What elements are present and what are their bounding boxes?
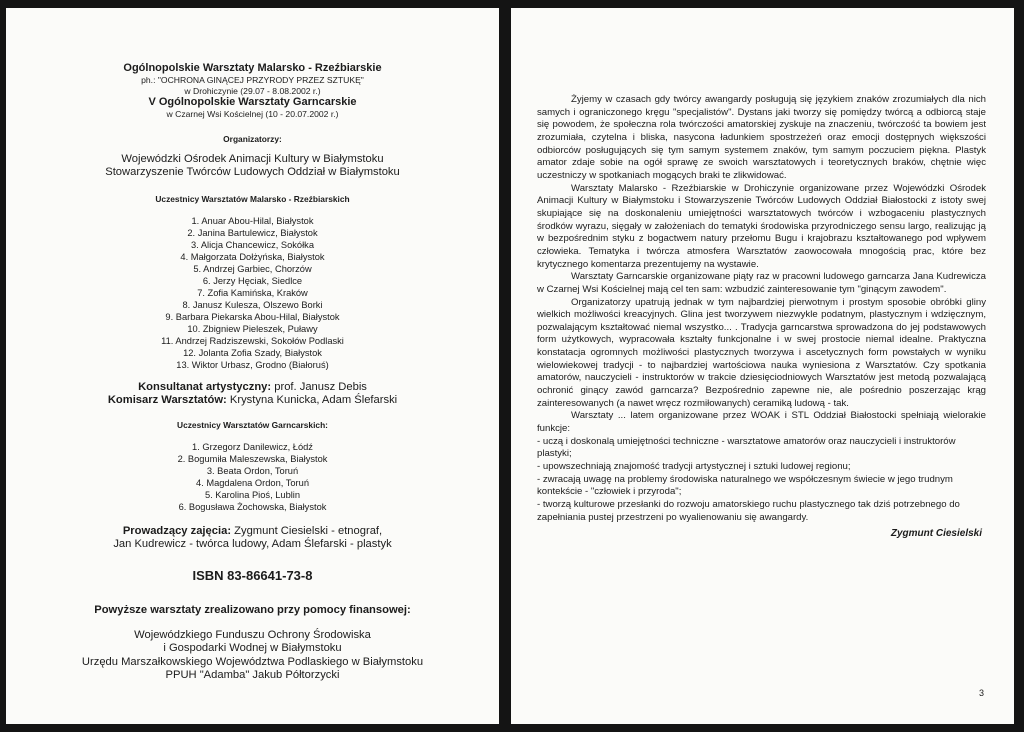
list-item: 3. Alicja Chancewicz, Sokółka xyxy=(191,239,314,250)
leaders-label: Prowadzący zajęcia: xyxy=(122,524,232,537)
list-item: 1. Grzegorz Danilewicz, Łódź xyxy=(192,441,313,452)
list-item: 1. Anuar Abou-Hilal, Białystok xyxy=(191,215,314,226)
list-item: 4. Magdalena Ordon, Toruń xyxy=(195,477,309,488)
list-item: 3. Beata Ordon, Toruń xyxy=(206,465,299,476)
funder-item: Wojewódzkiego Funduszu Ochrony Środowiska xyxy=(134,628,371,641)
commissioner-label: Komisarz Warsztatów: xyxy=(107,394,227,406)
consultant-label: Konsultanat artystyczny: xyxy=(138,380,272,393)
list-item: 2. Bogumiła Maleszewska, Białystok xyxy=(177,453,328,464)
workshop-place-pottery: w Czarnej Wsi Kościelnej (10 - 20.07.2002 r.) xyxy=(166,109,339,119)
function-item: - upowszechniają znajomość tradycji artystycznej i sztuki ludowej regionu; xyxy=(537,461,851,473)
workshop-title-pottery: V Ogólnopolskie Warsztaty Garncarskie xyxy=(148,96,357,108)
paragraph-functions: Warsztaty ... latem organizowane przez WOAK i STL Oddział Białostocki spełniają wielorakie funkcje: xyxy=(537,410,986,435)
list-item: 9. Barbara Piekarska Abou-Hilal, Białystok xyxy=(165,311,340,322)
organizers-label: Organizatorzy: xyxy=(223,133,282,144)
leaders-line xyxy=(22,525,483,539)
workshop-subtitle-painting: ph.: "OCHRONA GINĄCEJ PRZYRODY PRZEZ SZTUKĘ" xyxy=(141,75,364,85)
funders-list xyxy=(22,629,483,683)
paragraph-painting-workshop: Warsztaty Malarsko - Rzeźbiarskie w Drohiczynie organizowane przez Wojewódzki Ośrodek Animacji Kultury w Białymstoku i Stowarzyszenie Twórców Ludowych Oddział Białostocki z istoty swej skupiające się na doskonaleniu umiejętności warsztatowych twórców i wzbogaceniu plastycznych środków wyrazu, sięgały w założeniach do tematyki środowiska przyrodniczego sensu largo, realizując ją w bezpośrednim styku z bogactwem natury przełomu Bugu i krajobrazu kształtowanego pod wpływem człowieka. Tematyka i twórcza atmosfera Warsztatów zaowocowała mnogością prac, które bez krytycznego komentarza prezentujemy na wystawie. xyxy=(537,182,986,270)
list-item: 13. Wiktor Urbasz, Grodno (Białoruś) xyxy=(176,359,329,370)
left-page xyxy=(6,8,499,724)
function-item: - zwracają uwagę na problemy środowiska naturalnego we współczesnym świecie w jego trudnym kontekście - "człowiek i przyroda"; xyxy=(537,473,953,498)
leaders-line-2: Jan Kudrewicz - twórca ludowy, Adam Ślefarski - plastyk xyxy=(113,538,392,550)
paragraph-pottery-workshop: Warsztaty Garncarskie organizowane piąty raz w pracowni ludowego garncarza Jana Kudrewicza w Czarnej Wsi Kościelnej mają cel ten sam: wzbudzić zainteresowanie tym "ginącym zawodem". xyxy=(537,271,986,295)
organizers-list xyxy=(22,153,483,180)
potters-list xyxy=(22,441,483,513)
organizer-item: Wojewódzki Ośrodek Animacji Kultury w Białymstoku xyxy=(121,152,384,165)
funder-item: Urzędu Marszałkowskiego Województwa Podlaskiego w Białymstoku xyxy=(81,655,424,668)
funder-item: i Gospodarki Wodnej w Białymstoku xyxy=(163,642,342,654)
painters-list xyxy=(22,215,483,371)
list-item: 2. Janina Bartulewicz, Białystok xyxy=(187,227,318,238)
funding-label: Powyższe warsztaty zrealizowano przy pomocy finansowej: xyxy=(94,603,411,616)
list-item: 5. Karolina Pioś, Lublin xyxy=(204,489,301,500)
commissioner-value: Krystyna Kunicka, Adam Ślefarski xyxy=(226,394,398,406)
paragraph-organizers: Organizatorzy upatrują jednak w tym najbardziej pierwotnym i prostym sposobie obróbki gliny wielkich możliwości kreacyjnych. Glina jest tworzywem niezwykle podatnym, plastycznym i wdzięcznym, pozwalającym kształtować niemal wszystko... . Tradycja garncarstwa sprowadzona do jej podstawowych form użytkowych, wypracowała kształty funkcjonalne i w swej prostocie niemal idealne. Praktyczna konstatacja ogromnych możliwości plastycznych tworzywa i ascetycznych form powstałych w wyniku wielowiekowej tradycji - to najbardziej wartościowa nauka wyniesiona z Warsztatów. Czy spotkania amatorów, nauczycieli - instruktorów w trakcie dziesięciodniowych Warsztatów jest metodą pozwalającą ochronić ginący zawód garncarza? Bezpośrednio zapewne nie, ale pośrednio poszerzając krąg zainteresowanych (a nawet wręcz rozmiłowanych) ceramiką ludową - tak. xyxy=(537,296,986,409)
organizer-item: Stowarzyszenie Twórców Ludowych Oddział w Białymstoku xyxy=(105,166,400,178)
list-item: 6. Bogusława Żochowska, Białystok xyxy=(178,501,327,512)
consultant-value: prof. Janusz Debis xyxy=(271,380,367,393)
workshop-title-painting: Ogólnopolskie Warsztaty Malarsko - Rzeźbiarskie xyxy=(123,62,382,74)
list-item: 5. Andrzej Garbiec, Chorzów xyxy=(193,263,312,274)
paragraph-intro: Żyjemy w czasach gdy twórcy awangardy posługują się językiem znaków zrozumiałych dla nich samych i ograniczonego kręgu "specjalistów". Dystans jaki tworzy się pomiędzy twórcą a odbiorcą staje się powodem, że społeczna rola twórczości amatorskiej zyskuje na znaczeniu, twórczość ta bowiem jest zrozumiała, czytelna i bliska, nasycona ładunkiem spostrzeżeń oraz emocji dostępnych większości odbiorców posługujących się tym samym systemem znaków, tym samym poczuciem piękna. Plastyk amator zdaje sobie na ogół sprawę ze swoich warsztatowych i teoretycznych braków, chętnie więc uczestniczy w spotkaniach mogących braki te zlikwidować. xyxy=(537,94,986,181)
funder-item: PPUH "Adamba" Jakub Półtorzycki xyxy=(165,669,340,681)
potters-label: Uczestnicy Warsztatów Garncarskich: xyxy=(177,419,328,430)
list-item: 8. Janusz Kulesza, Olszewo Borki xyxy=(182,299,323,310)
function-item: - uczą i doskonalą umiejętności techniczne - warsztatowe amatorów oraz nauczycieli i instruktorów plastyki; xyxy=(537,435,956,460)
list-item: 11. Andrzej Radziszewski, Sokołów Podlaski xyxy=(161,335,344,346)
list-item: 10. Zbigniew Pieleszek, Puławy xyxy=(187,323,318,334)
page-number: 3 xyxy=(978,688,984,698)
commissioner-line xyxy=(22,394,483,408)
workshop-place-painting: w Drohiczynie (29.07 - 8.08.2002 r.) xyxy=(184,85,321,96)
leaders-value: Zygmunt Ciesielski - etnograf, xyxy=(231,524,383,537)
consultant-line xyxy=(22,381,483,395)
list-item: 4. Małgorzata Dołżyńska, Białystok xyxy=(180,251,325,262)
list-item: 6. Jerzy Hęciak, Siedlce xyxy=(202,275,303,286)
painters-label: Uczestnicy Warsztatów Malarsko - Rzeźbiarskich xyxy=(155,193,350,204)
function-item: - tworzą kulturowe przesłanki do rozwoju amatorskiego ruchu plastycznego tak dziś potrzebnego do zapełniania pustej przestrzeni po wyalienowaniu się awangardy. xyxy=(537,499,960,523)
author-signature: Zygmunt Ciesielski xyxy=(890,528,982,540)
list-item: 12. Jolanta Zofia Szady, Białystok xyxy=(183,347,322,358)
list-item: 7. Zofia Kamińska, Kraków xyxy=(197,287,308,298)
isbn: ISBN 83-86641-73-8 xyxy=(192,567,313,583)
right-page xyxy=(511,8,1014,724)
